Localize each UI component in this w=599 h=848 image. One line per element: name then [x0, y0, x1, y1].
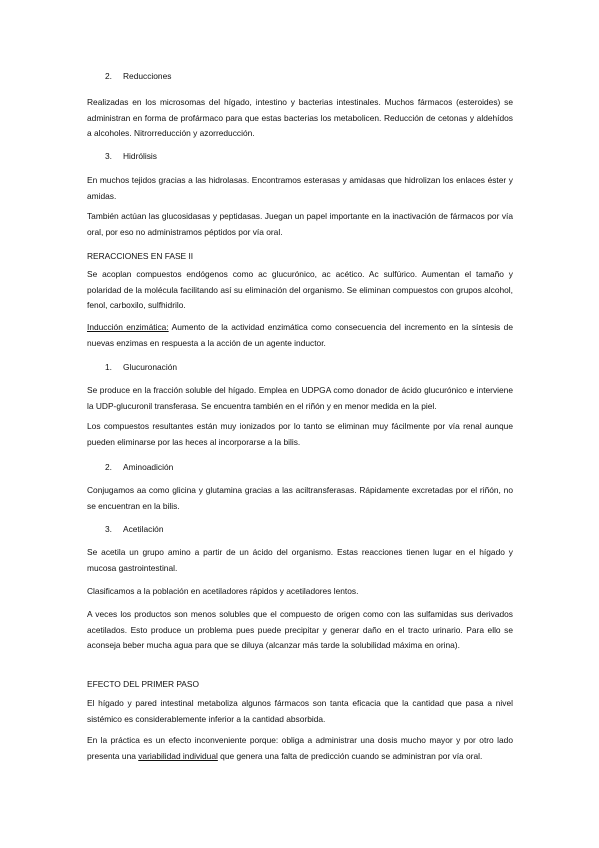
induccion-text: Aumento de la actividad enzimática como consecuencia del incremento en la síntesis de nuevas enzimas en respuesta a la acción de un agente inductor.	[87, 322, 513, 348]
heading-text: Glucuronación	[123, 362, 178, 372]
list-number: 1.	[105, 362, 112, 372]
term-induccion: Inducción enzimática:	[87, 322, 169, 332]
paragraph-efecto-2	[87, 733, 513, 764]
efecto-text-pre: En la práctica es un efecto inconveniente porque: obliga a administrar una dosis mucho mayor y por otro lado presenta una	[87, 735, 513, 761]
paragraph-aminoadicion: Conjugamos aa como glicina y glutamina gracias a las aciltransferasas. Rápidamente excretadas por el riñón, no se encuentran en la bilis.	[87, 485, 513, 511]
paragraph-glucuronacion-2: Los compuestos resultantes están muy ionizados por lo tanto se eliminan muy fácilmente por vía renal aunque pueden eliminarse por las heces al incorporarse a la bilis.	[87, 421, 513, 447]
paragraph-efecto-1: El hígado y pared intestinal metaboliza algunos fármacos son tanta eficacia que la cantidad que pasa a nivel sistémico es considerablemente inferior a la cantidad absorbida.	[87, 698, 513, 724]
section-heading-acetilacion	[105, 522, 531, 538]
list-number: 3.	[105, 524, 112, 534]
section-heading-glucuronacion	[105, 360, 531, 376]
heading-text: Aminoadición	[123, 462, 174, 472]
paragraph-acetilacion-2: Clasificamos a la población en acetiladores rápidos y acetiladores lentos.	[87, 586, 359, 596]
term-variabilidad-individual: variabilidad individual	[138, 750, 218, 761]
heading-text: Acetilación	[123, 524, 164, 534]
paragraph-acetilacion-3: A veces los productos son menos solubles que el compuesto de origen como con las sulfamidas sus derivados acetilados. Esto produce un problema pues puede precipitar y generar daño en el tracto urinario. Para ello se aconseja beber mucha agua para que se diluya (alcanzar más tarde la solubilidad máxima en orina).	[87, 609, 513, 650]
paragraph-induccion	[87, 320, 513, 351]
paragraph-hidrolisis-1: En muchos tejidos gracias a las hidrolasas. Encontramos esterasas y amidasas que hidrolizan los enlaces éster y amidas.	[87, 175, 513, 201]
section-heading-reducciones	[105, 69, 531, 85]
paragraph-hidrolisis-2: También actúan las glucosidasas y peptidasas. Juegan un papel importante en la inactivación de fármacos por vía oral, por eso no administramos péptidos por vía oral.	[87, 211, 513, 237]
list-number: 2.	[105, 462, 112, 472]
section-heading-hidrolisis	[105, 149, 531, 165]
list-number: 3.	[105, 151, 112, 161]
efecto-text-post: que genera una falta de predicción cuando se administran por vía oral.	[217, 750, 483, 761]
section-title-efecto-primer-paso: EFECTO DEL PRIMER PASO	[87, 679, 199, 689]
paragraph-reducciones: Realizadas en los microsomas del hígado, intestino y bacterias intestinales. Muchos fármacos (esteroides) se administran en forma de profármaco para que estas bacterias los metabolicen. Reducción de cetonas y aldehídos a alcoholes. Nitrorreducción y azorreducción.	[87, 97, 513, 138]
heading-text: Reducciones	[123, 71, 172, 81]
list-number: 2.	[105, 71, 112, 81]
paragraph-glucuronacion-1: Se produce en la fracción soluble del hígado. Emplea en UDPGA como donador de ácido glucurónico e interviene la UDP-glucuronil transferasa. Se encuentra también en el riñón y en menor medida en la piel.	[87, 385, 513, 411]
paragraph-fase2: Se acoplan compuestos endógenos como ac glucurónico, ac acético. Ac sulfúrico. Aumentan el tamaño y polaridad de la molécula facilitando así su eliminación del organismo. Se eliminan compuestos con grupos alcohol, fenol, carboxilo, sulfhidrilo.	[87, 269, 513, 310]
paragraph-acetilacion-1: Se acetila un grupo amino a partir de un ácido del organismo. Estas reacciones tienen lugar en el hígado y mucosa gastrointestinal.	[87, 547, 513, 573]
heading-text: Hidrólisis	[123, 151, 157, 161]
section-heading-aminoadicion	[105, 460, 531, 476]
section-title-fase2: RERACCIONES EN FASE II	[87, 251, 194, 261]
